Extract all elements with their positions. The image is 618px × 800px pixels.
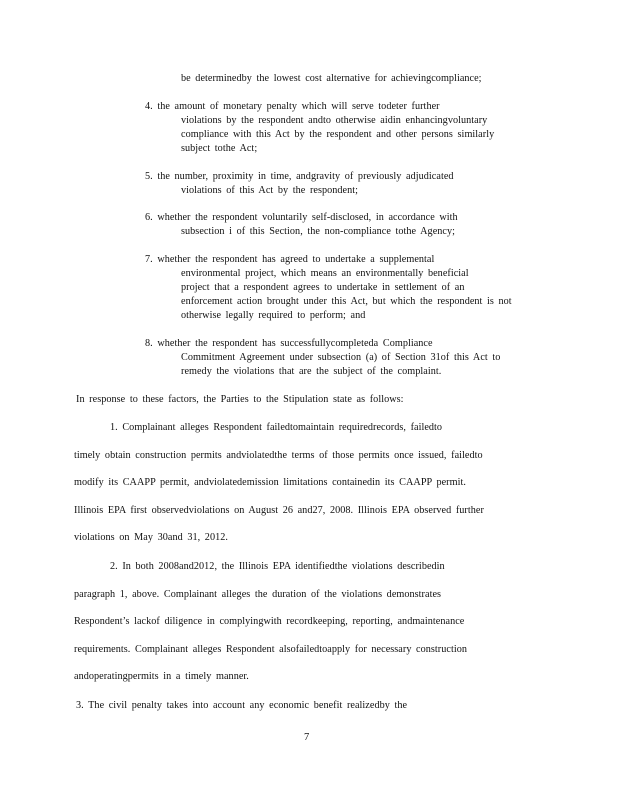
list-item-4-line: violations by the respondent andto otherwise aidin enhancingvoluntary: [181, 115, 488, 126]
paragraph-2-line: andoperatingpermits in a timely manner.: [74, 671, 249, 682]
paragraph-2-line: 2. In both 2008and2012, the Illinois EPA identifiedthe violations describedin: [110, 561, 445, 572]
list-item-8: 8. whether the respondent has successfullycompleteda Compliance: [145, 338, 433, 349]
paragraph-2-line: requirements. Complainant alleges Respondent alsofailedtoapply for necessary construction: [74, 644, 468, 655]
paragraph-3-line: 3. The civil penalty takes into account any economic benefit realizedby the: [76, 700, 408, 711]
paragraph-1-line: modify its CAAPP permit, andviolatedemission limitations containedin its CAAPP permit.: [74, 477, 466, 488]
paragraph-2-line: paragraph 1, above. Complainant alleges the duration of the violations demonstrates: [74, 589, 442, 600]
list-item-4-line: subject tothe Act;: [181, 143, 258, 154]
paragraph-1-line: timely obtain construction permits andviolatedthe terms of those permits once issued, failedto: [74, 450, 483, 461]
list-item-7-line: environmental project, which means an environmentally beneficial: [181, 268, 469, 279]
intro-sentence: In response to these factors, the Parties to the Stipulation state as follows:: [76, 394, 404, 405]
list-item-7: 7. whether the respondent has agreed to undertake a supplemental: [145, 254, 435, 265]
paragraph-2-line: Respondent’s lackof diligence in complyingwith recordkeeping, reporting, andmaintenance: [74, 616, 465, 627]
list-item-5-line: violations of this Act by the respondent;: [181, 185, 359, 196]
paragraph-1-line: violations on May 30and 31, 2012.: [74, 532, 228, 543]
list-item-4-line: compliance with this Act by the respondent and other persons similarly: [181, 129, 495, 140]
list-item-7-line: enforcement action brought under this Act, but which the respondent is not: [181, 296, 512, 307]
paragraph-1-line: 1. Complainant alleges Respondent failedtomaintain requiredrecords, failedto: [110, 422, 443, 433]
list-item-7-line: otherwise legally required to perform; and: [181, 310, 366, 321]
list-item-3-continuation: be determinedby the lowest cost alternative for achievingcompliance;: [181, 73, 482, 84]
page-number: 7: [304, 732, 310, 743]
list-item-6: 6. whether the respondent voluntarily self-disclosed, in accordance with: [145, 212, 458, 223]
list-item-5: 5. the number, proximity in time, andgravity of previously adjudicated: [145, 171, 454, 182]
list-item-8-line: remedy the violations that are the subject of the complaint.: [181, 366, 442, 377]
paragraph-1-line: Illinois EPA first observedviolations on August 26 and27, 2008. Illinois EPA observed further: [74, 505, 484, 516]
list-item-7-line: project that a respondent agrees to undertake in settlement of an: [181, 282, 465, 293]
list-item-6-line: subsection i of this Section, the non-compliance tothe Agency;: [181, 226, 456, 237]
list-item-4: 4. the amount of monetary penalty which will serve todeter further: [145, 101, 440, 112]
list-item-8-line: Commitment Agreement under subsection (a) of Section 31of this Act to: [181, 352, 501, 363]
